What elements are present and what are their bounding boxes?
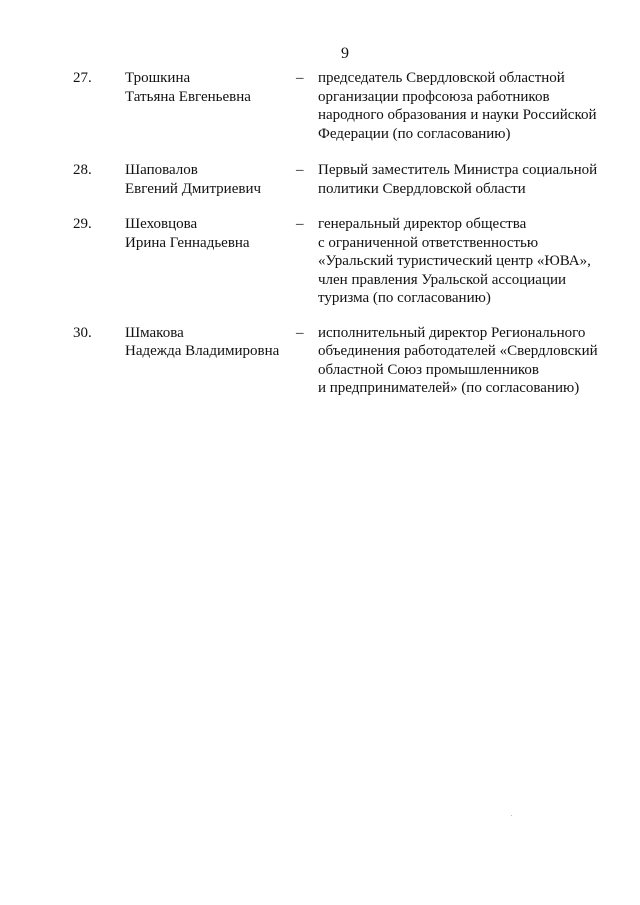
member-surname: Шмакова (125, 324, 184, 341)
entry-number: 30. (73, 324, 92, 341)
member-surname: Трошкина (125, 70, 191, 86)
member-entry (0, 215, 640, 308)
position-line: политики Свердловской области (318, 180, 526, 197)
position-line: областной Союз промышленников (318, 361, 540, 378)
member-given-names: Татьяна Евгеньевна (125, 88, 251, 105)
member-name (125, 324, 285, 361)
position-line: туризма (по согласованию) (318, 290, 491, 306)
member-position (318, 161, 610, 198)
entry-dash: – (296, 162, 304, 178)
member-entry (0, 69, 640, 143)
member-position (318, 215, 610, 308)
member-list (0, 69, 640, 398)
position-line: председатель Свердловской областной (318, 70, 565, 86)
entry-dash: – (296, 70, 304, 86)
position-line: организации профсоюза работников (318, 88, 550, 105)
entry-dash: – (296, 324, 304, 341)
scan-speck (511, 815, 512, 816)
entry-number: 28. (73, 162, 92, 178)
entry-number: 27. (73, 70, 92, 86)
member-name (125, 161, 285, 198)
entry-dash: – (296, 216, 304, 232)
page-number: 9 (341, 45, 349, 62)
position-line: с ограниченной ответственностью (318, 234, 539, 251)
member-position (318, 324, 610, 398)
position-line: объединения работодателей «Свердловский (318, 343, 598, 359)
member-entry (0, 161, 640, 198)
member-given-names: Евгений Дмитриевич (125, 180, 262, 197)
position-line: Федерации (по согласованию) (318, 125, 511, 142)
member-name (125, 69, 285, 106)
member-name (125, 215, 285, 252)
member-given-names: Ирина Геннадьевна (125, 234, 250, 251)
position-line: генеральный директор общества (318, 216, 527, 232)
entry-number: 29. (73, 216, 92, 232)
member-position (318, 69, 610, 143)
member-given-names: Надежда Владимировна (125, 343, 280, 359)
position-line: член правления Уральской ассоциации (318, 271, 567, 288)
position-line: исполнительный директор Регионального (318, 324, 586, 341)
position-line: Первый заместитель Министра социальной (318, 162, 598, 178)
member-surname: Шаповалов (125, 162, 198, 178)
position-line: «Уральский туристический центр «ЮВА», (318, 253, 591, 269)
member-surname: Шеховцова (125, 216, 198, 232)
position-line: и предпринимателей» (по согласованию) (318, 380, 580, 396)
member-entry (0, 324, 640, 398)
position-line: народного образования и науки Российской (318, 107, 597, 123)
